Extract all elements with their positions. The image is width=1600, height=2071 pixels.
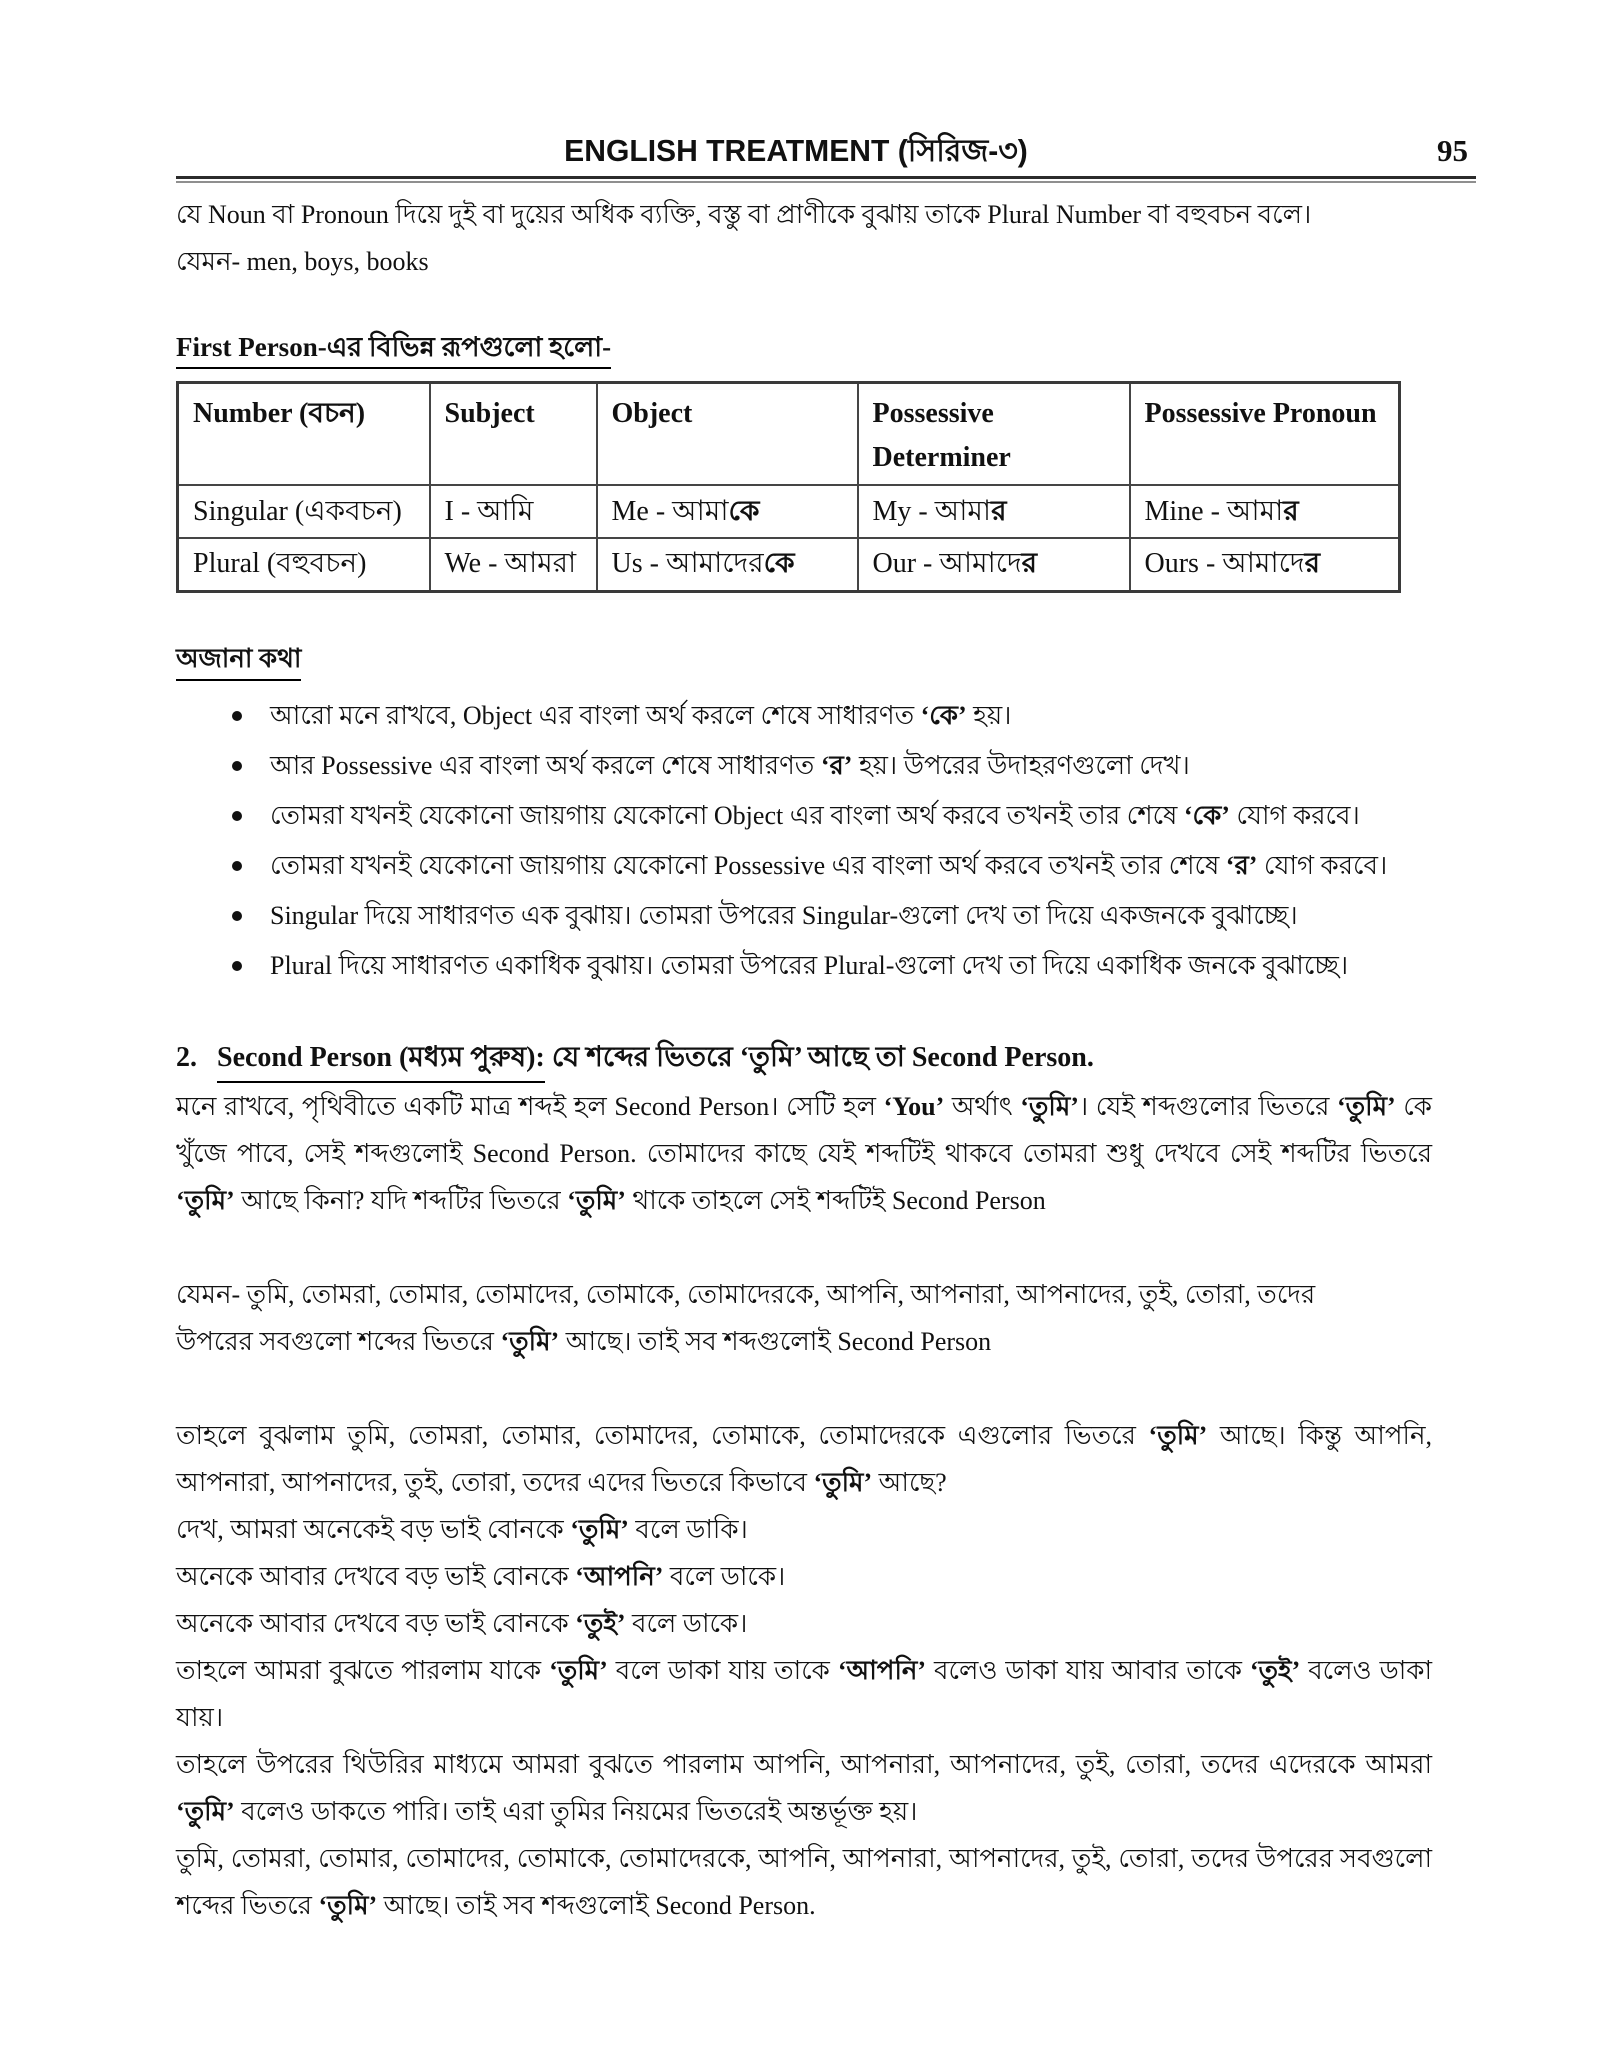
bullet-marker-icon bbox=[232, 711, 242, 721]
second-person-paragraphs bbox=[176, 1083, 1432, 1929]
table-cell bbox=[597, 538, 858, 591]
text-run: তুমি, তোমরা, তোমার, তোমাদের, তোমাকে, তোমাদেরকে, আপনি, আপনারা, আপনাদের, তুই, তোরা, তদের উপরের সবগুলো শব্দের ভিতরে bbox=[176, 1843, 1432, 1920]
section-heading-second-person bbox=[176, 1037, 1432, 1083]
text-run: বলেও ডাকা যায় আবার তাকে bbox=[926, 1655, 1250, 1685]
text-run: হয়। উপরের উদাহরণগুলো দেখ। bbox=[852, 750, 1190, 780]
text-run: তাহলে বুঝলাম তুমি, তোমরা, তোমার, তোমাদের, তোমাকে, তোমাদেরকে এগুলোর ভিতরে bbox=[176, 1420, 1149, 1450]
table-cell bbox=[178, 485, 430, 538]
text-run: বলেও ডাকা যায়। bbox=[176, 1655, 1432, 1732]
text-run: আছে কিনা? যদি শব্দটির ভিতরে bbox=[234, 1185, 568, 1215]
page-header bbox=[176, 0, 1476, 170]
text-run: যেমন- তুমি, তোমরা, তোমার, তোমাদের, তোমাকে, তোমাদেরকে, আপনি, আপনারা, আপনাদের, তুই, তোরা, তদের bbox=[176, 1279, 1316, 1309]
text-run: ‘কে’ bbox=[920, 700, 967, 730]
text-run: Singular দিয়ে সাধারণত এক বুঝায়। তোমরা উপরের Singular-গুলো দেখ তা দিয়ে একজনকে বুঝাচ্ছে। bbox=[270, 900, 1298, 930]
bullet-text bbox=[270, 751, 1190, 780]
text-run: কে bbox=[728, 495, 760, 527]
text-run: Singular (একবচন) bbox=[193, 495, 402, 527]
text-run: ‘আপনি’ bbox=[575, 1561, 664, 1591]
bullet-item bbox=[176, 791, 1432, 841]
text-run: ‘তুমি’ bbox=[1336, 1091, 1396, 1121]
table-row bbox=[178, 538, 1400, 591]
text-run: অর্থাৎ bbox=[944, 1091, 1021, 1121]
bullet-marker-icon bbox=[232, 911, 242, 921]
text-run: ‘তুমি’ bbox=[1148, 1420, 1208, 1450]
text-run: আছে? bbox=[872, 1467, 947, 1497]
text-run: বলে ডাকে। bbox=[625, 1608, 748, 1638]
text-run: ‘তুমি’ bbox=[318, 1890, 378, 1920]
page-number: 95 bbox=[1437, 133, 1468, 168]
page-content bbox=[176, 0, 1476, 1929]
table-cell bbox=[1130, 538, 1400, 591]
bullet-text bbox=[270, 851, 1387, 880]
text-run: ‘তুমি’ bbox=[570, 1514, 629, 1544]
table-row bbox=[178, 485, 1400, 538]
text-run: Our - আমাদে bbox=[872, 548, 1022, 580]
body-paragraph bbox=[176, 1506, 1432, 1553]
text-run: ‘র’ bbox=[1225, 850, 1258, 880]
table-header-cell: Object bbox=[597, 383, 858, 486]
section-number: 2. bbox=[176, 1041, 197, 1073]
text-run: ‘তুমি’ bbox=[176, 1796, 235, 1826]
section-heading-underlined: Second Person (মধ্যম পুরুষ): bbox=[217, 1037, 545, 1083]
bullet-item bbox=[176, 741, 1432, 791]
bullet-marker-icon bbox=[232, 761, 242, 771]
text-run: আছে। তাই সব শব্দগুলোই Second Person bbox=[559, 1326, 992, 1356]
intro-line-1: যে Noun বা Pronoun দিয়ে দুই বা দুয়ের অধিক ব্যক্তি, বস্তু বা প্রাণীকে বুঝায় তাকে Plural Number বা বহুবচন বলে। bbox=[176, 200, 1312, 229]
text-run: তাহলে আমরা বুঝতে পারলাম যাকে bbox=[176, 1655, 550, 1685]
intro-paragraph bbox=[176, 191, 1432, 285]
text-run: র bbox=[991, 495, 1007, 527]
table-header-cell: Number (বচন) bbox=[178, 383, 430, 486]
text-run: যোগ করবে। bbox=[1229, 800, 1360, 830]
bullet-marker-icon bbox=[232, 811, 242, 821]
section-heading-first-person: First Person-এর বিভিন্ন রূপগুলো হলো- bbox=[176, 329, 1432, 369]
text-run: ‘আপনি’ bbox=[837, 1655, 927, 1685]
text-run: Me - আমা bbox=[611, 495, 729, 527]
header-rule bbox=[176, 176, 1476, 183]
text-run: ‘তুই’ bbox=[1249, 1655, 1301, 1685]
bullet-marker-icon bbox=[232, 861, 242, 871]
text-run: ‘তুমি’ bbox=[549, 1655, 608, 1685]
text-run: My - আমা bbox=[872, 495, 992, 527]
text-run: Mine - আমা bbox=[1144, 495, 1284, 527]
body-paragraph bbox=[176, 1318, 1432, 1365]
table-cell bbox=[1130, 485, 1400, 538]
body-paragraph bbox=[176, 1271, 1432, 1318]
table-header-cell: Possessive Pronoun bbox=[1130, 383, 1400, 486]
text-run: হয়। bbox=[966, 700, 1012, 730]
body-paragraph bbox=[176, 1553, 1432, 1600]
body-paragraph bbox=[176, 1083, 1432, 1224]
text-run: তোমরা যখনই যেকোনো জায়গায় যেকোনো Object এর বাংলা অর্থ করবে তখনই তার শেষে bbox=[270, 800, 1184, 830]
text-run: র bbox=[1021, 548, 1038, 580]
text-run: ‘তুমি’ bbox=[176, 1185, 235, 1215]
text-run: I - আমি bbox=[444, 495, 534, 527]
text-run: We - আমরা bbox=[444, 548, 577, 580]
section-heading-rest: যে শব্দের ভিতরে ‘তুমি’ আছে তা Second Person. bbox=[544, 1041, 1094, 1073]
text-run: কে bbox=[763, 548, 795, 580]
text-run: ‘র’ bbox=[820, 750, 853, 780]
bullet-text bbox=[270, 901, 1298, 930]
bullet-text bbox=[270, 701, 1011, 730]
text-run: র bbox=[1304, 548, 1320, 580]
table-cell bbox=[430, 538, 597, 591]
text-run: ‘তুই’ bbox=[575, 1608, 626, 1638]
body-paragraph bbox=[176, 1741, 1432, 1835]
text-run: কে খুঁজে পাবে, সেই শব্দগুলোই Second Person. তোমাদের কাছে যেই শব্দটিই থাকবে তোমরা শুধু দেখবে সেই শব্দটির ভিতরে bbox=[176, 1091, 1432, 1168]
table-cell bbox=[597, 485, 858, 538]
text-run: তাহলে উপরের থিউরির মাধ্যমে আমরা বুঝতে পারলাম আপনি, আপনারা, আপনাদের, তুই, তোরা, তদের এদেরকে আমরা bbox=[176, 1749, 1432, 1779]
text-run: Ours - আমাদে bbox=[1144, 548, 1305, 580]
text-run: ‘You’ bbox=[883, 1091, 945, 1121]
text-run: মনে রাখবে, পৃথিবীতে একটি মাত্র শব্দই হল Second Person। সেটি হল bbox=[176, 1091, 884, 1121]
text-run: বলে ডাকা যায় তাকে bbox=[607, 1655, 838, 1685]
bullet-item bbox=[176, 891, 1432, 941]
text-run: বলেও ডাকতে পারি। তাই এরা তুমির নিয়মের ভিতরেই অন্তর্ভূক্ত হয়। bbox=[234, 1796, 918, 1826]
text-run: যোগ করবে। bbox=[1257, 850, 1388, 880]
intro-line-2: যেমন- men, boys, books bbox=[176, 247, 429, 276]
text-run: আছে। কিন্তু আপনি, আপনারা, আপনাদের, তুই, তোরা, তদের এদের ভিতরে কিভাবে bbox=[176, 1420, 1432, 1497]
body-paragraph bbox=[176, 1835, 1432, 1929]
bullet-item bbox=[176, 941, 1432, 991]
text-run: ‘তুমি’ bbox=[1020, 1091, 1079, 1121]
text-run: ‘কে’ bbox=[1183, 800, 1230, 830]
notes-heading: অজানা কথা bbox=[176, 641, 1432, 681]
text-run: আছে। তাই সব শব্দগুলোই Second Person. bbox=[377, 1890, 816, 1920]
table-cell bbox=[430, 485, 597, 538]
text-run: অনেকে আবার দেখবে বড় ভাই বোনকে bbox=[176, 1561, 576, 1591]
text-run: বলে ডাকি। bbox=[628, 1514, 748, 1544]
body-paragraph bbox=[176, 1600, 1432, 1647]
text-run: অনেকে আবার দেখবে বড় ভাই বোনকে bbox=[176, 1608, 576, 1638]
table-header-row bbox=[178, 383, 1400, 486]
table-cell bbox=[178, 538, 430, 591]
text-run: র bbox=[1283, 495, 1299, 527]
bullet-marker-icon bbox=[232, 961, 242, 971]
text-run: দেখ, আমরা অনেকেই বড় ভাই বোনকে bbox=[176, 1514, 571, 1544]
text-run: ‘তুমি’ bbox=[567, 1185, 626, 1215]
table-cell bbox=[858, 538, 1130, 591]
page-title: ENGLISH TREATMENT (সিরিজ-৩) bbox=[564, 133, 1028, 168]
body-paragraph bbox=[176, 1412, 1432, 1506]
body-column bbox=[176, 191, 1432, 1929]
text-run: উপরের সবগুলো শব্দের ভিতরে bbox=[176, 1326, 501, 1356]
bullet-text bbox=[270, 951, 1348, 980]
table-body bbox=[178, 485, 1400, 591]
text-run: ‘তুমি’ bbox=[500, 1326, 560, 1356]
text-run: ‘তুমি’ bbox=[813, 1467, 873, 1497]
bullet-item bbox=[176, 841, 1432, 891]
table-cell bbox=[858, 485, 1130, 538]
text-run: আরো মনে রাখবে, Object এর বাংলা অর্থ করলে শেষে সাধারণত bbox=[270, 700, 921, 730]
text-run: থাকে তাহলে সেই শব্দটিই Second Person bbox=[625, 1185, 1046, 1215]
pronoun-forms-table bbox=[176, 381, 1401, 593]
bullet-text bbox=[270, 801, 1360, 830]
body-paragraph bbox=[176, 1647, 1432, 1741]
text-run: বলে ডাকে। bbox=[663, 1561, 786, 1591]
notes-bullet-list bbox=[176, 691, 1432, 991]
text-run: আর Possessive এর বাংলা অর্থ করলে শেষে সাধারণত bbox=[270, 750, 821, 780]
table-header-cell: Possessive Determiner bbox=[858, 383, 1130, 486]
text-run: তোমরা যখনই যেকোনো জায়গায় যেকোনো Possessive এর বাংলা অর্থ করবে তখনই তার শেষে bbox=[270, 850, 1226, 880]
text-run: Us - আমাদের bbox=[611, 548, 764, 580]
text-run: Plural দিয়ে সাধারণত একাধিক বুঝায়। তোমরা উপরের Plural-গুলো দেখ তা দিয়ে একাধিক জনকে বুঝাচ্ছে। bbox=[270, 950, 1349, 980]
bullet-item bbox=[176, 691, 1432, 741]
table-header-cell: Subject bbox=[430, 383, 597, 486]
text-run: Plural (বহুবচন) bbox=[193, 548, 367, 580]
text-run: । যেই শব্দগুলোর ভিতরে bbox=[1078, 1091, 1337, 1121]
